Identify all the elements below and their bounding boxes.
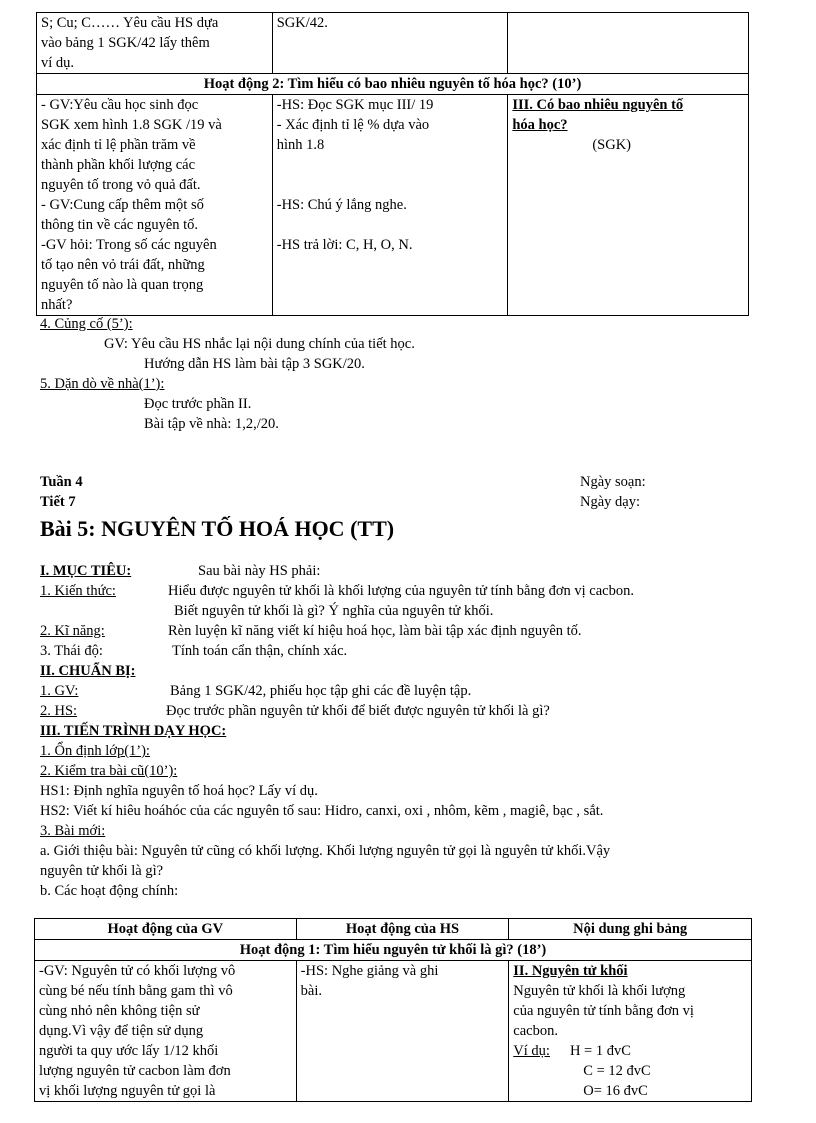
table2-col1: -GV: Nguyên tử có khối lượng vô cùng bé nếu tính bằng gam thì vô cùng nhỏ nên không tiện sử dụng.Vì vậy để tiện sử dụng người ta quy ước lấy 1/12 khối lượng nguyên tử cacbon làm đơn vị khối lượng nguyên tử gọi là [35,961,297,1102]
intro-a-line-1: a. Giới thiệu bài: Nguyên tử cũng có khối lượng. Khối lượng nguyên tử gọi là nguyên tử khối.Vậy [40,843,611,859]
skill-label: 2. Kĩ năng: [40,623,105,639]
prep-date: Ngày soạn: [580,474,646,490]
lesson-title: Bài 5: NGUYÊN TỐ HOÁ HỌC (TT) [40,516,395,541]
check-hs2: HS2: Viết kí hiêu hoáhóc của các nguyên tố sau: Hidro, canxi, oxi , nhôm, kẽm , magiê, bạc , sắt. [40,803,604,819]
example-h: H = 1 đvC [569,1043,631,1059]
activity1-title: Hoạt động 1: Tìm hiểu nguyên tử khối là gì? (18’) [35,940,752,961]
procedure-step-2: 2. Kiểm tra bài cũ(10’): [40,763,178,779]
example-o: O= 16 đvC [583,1083,648,1099]
homework-title: 5. Dặn dò về nhà(1’): [40,376,165,392]
homework-line-1: Đọc trước phần II. [144,396,252,412]
table1-top-col2: SGK/42. [272,13,508,74]
prepare-title: II. CHUẨN BỊ: [40,663,136,679]
consolidate-line-2: Hướng dẫn HS làm bài tập 3 SGK/20. [144,356,365,372]
consolidate-title: 4. Củng cố (5’): [40,316,133,332]
procedure-title: III. TIẾN TRÌNH DẠY HỌC: [40,723,227,739]
intro-b: b. Các hoạt động chính: [40,883,179,899]
procedure-step-1: 1. Ổn định lớp(1’): [40,743,150,759]
table1-main-col2: -HS: Đọc SGK mục III/ 19 - Xác định tỉ lệ % dựa vào hình 1.8 -HS: Chú ý lắng nghe. -HS trả lời: C, H, O, N. [272,95,508,316]
activity2-title: Hoạt động 2: Tìm hiểu có bao nhiêu nguyên tố hóa học? (10’) [37,74,749,95]
objectives-title: I. MỤC TIÊU: [40,563,132,579]
knowledge-label: 1. Kiến thức: [40,583,116,599]
header-content: Nội dung ghi bảng [509,919,752,940]
teach-date: Ngày dạy: [580,494,640,510]
prepare-gv-label: 1. GV: [40,683,79,699]
consolidate-line-1: GV: Yêu cầu HS nhắc lại nội dung chính của tiết học. [104,336,415,352]
skill-text: Rèn luyện kĩ năng viết kí hiệu hoá học, làm bài tập xác định nguyên tố. [168,623,582,639]
table1-main-col1: - GV:Yêu cầu học sinh đọc SGK xem hình 1.8 SGK /19 và xác định tỉ lệ phần trăm về thành phần khối lượng các nguyên tố trong vỏ quả đất. - GV:Cung cấp thêm một số thông tin về các nguyên tố. -GV hỏi: Trong số các nguyên tố tạo nên vỏ trái đất, những nguyên tố nào là quan trọng nhất? [37,95,273,316]
activity-table-2 [34,918,752,1102]
table1-top-col3 [508,13,749,74]
attitude-label: 3. Thái độ: [40,643,103,659]
example-label: Ví dụ: [513,1043,550,1059]
homework-line-2: Bài tập về nhà: 1,2,/20. [144,416,279,432]
knowledge-1: Hiểu được nguyên tử khối là khối lượng của nguyên tử tính bằng đơn vị cacbon. [168,583,634,599]
week-label: Tuần 4 [40,474,83,490]
table1-main-col3: III. Có bao nhiêu nguyên tố hóa học? (SGK) [508,95,749,316]
table2-col3: II. Nguyên tử khối Nguyên tử khối là khối lượng của nguyên tử tính bằng đơn vị cacbon. Ví dụ: H = 1 đvC C = 12 đvC O= 16 đvC [509,961,752,1102]
prepare-hs-label: 2. HS: [40,703,78,719]
check-hs1: HS1: Định nghĩa nguyên tố hoá học? Lấy ví dụ. [40,783,318,799]
table2-col2: -HS: Nghe giảng và ghi bài. [296,961,509,1102]
intro-a-line-2: nguyên tử khối là gì? [40,863,164,879]
period-label: Tiết 7 [40,494,76,510]
knowledge-2: Biết nguyên tử khối là gì? Ý nghĩa của nguyên tử khối. [174,603,494,619]
header-gv: Hoạt động của GV [35,919,297,940]
example-c: C = 12 đvC [583,1063,651,1079]
table1-top-col1: S; Cu; C…… Yêu cầu HS dựa vào bảng 1 SGK/42 lấy thêm ví dụ. [37,13,273,74]
header-hs: Hoạt động của HS [296,919,509,940]
activity-table-1 [36,12,749,316]
attitude-text: Tính toán cẩn thận, chính xác. [172,643,348,659]
objectives-intro: Sau bài này HS phải: [198,563,321,579]
prepare-gv: Bảng 1 SGK/42, phiếu học tập ghi các đề luyện tập. [170,683,472,699]
procedure-step-3: 3. Bài mới: [40,823,106,839]
prepare-hs: Đọc trước phần nguyên tử khối để biết được nguyên tử khối là gì? [166,703,550,719]
